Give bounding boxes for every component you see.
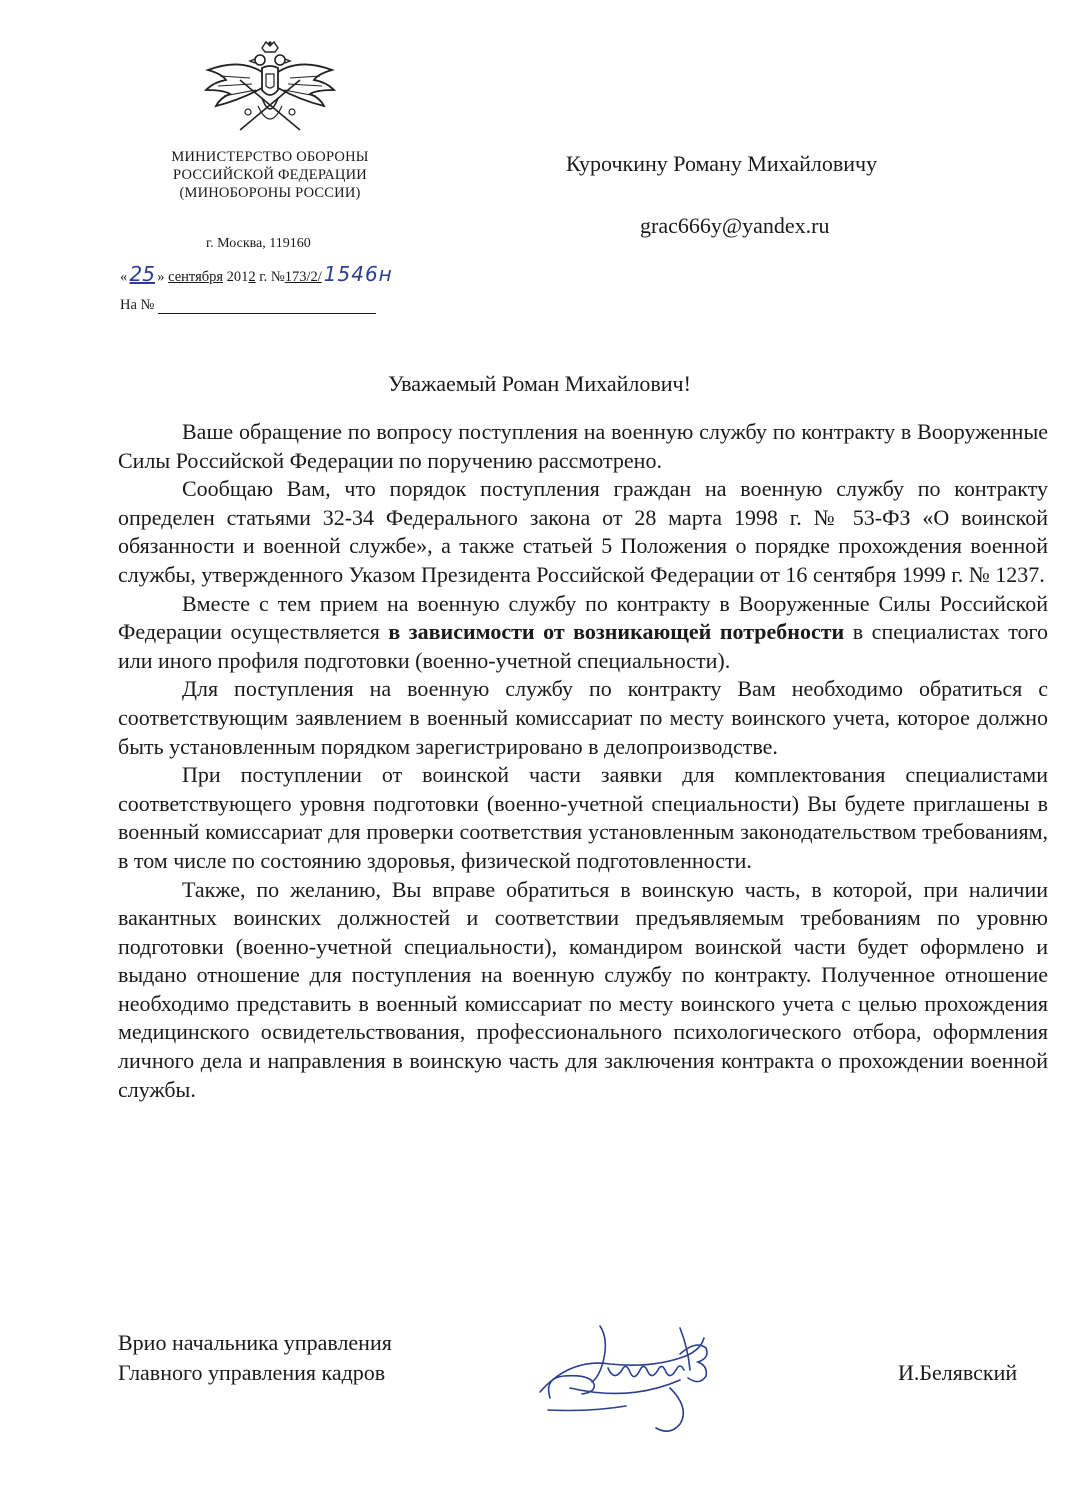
ministry-line-2: РОССИЙСКОЙ ФЕДЕРАЦИИ (173, 167, 367, 183)
addressee-name: Курочкину Роману Михайловичу (566, 151, 878, 176)
paragraph-3-bold: в зависимости от возникающей потребности (388, 619, 845, 645)
date-year-suffix: г. (259, 269, 268, 285)
salutation: Уважаемый Роман Михайлович! (388, 371, 691, 396)
number-printed: 173/2/ (284, 269, 322, 285)
date-open-quote: « (120, 269, 128, 285)
eagle-emblem-icon (200, 40, 340, 140)
date-year-prefix: 201 (226, 269, 249, 285)
signature-graphic (530, 1318, 730, 1448)
reference-blank (158, 299, 376, 314)
city-address: г. Москва, 119160 (206, 236, 311, 251)
paragraph-4: Для поступления на военную службу по контракту Вам необходимо обратиться с соответствующим заявлением в военный комиссариат по месту воинского учета, которое должно быть установленным порядком зарегистрировано в делопроизводстве. (118, 676, 1048, 759)
paragraph-5: При поступлении от воинской части заявки для комплектования специалистами соответствующего уровня подготовки (военно-учетной специальности) Вы будете приглашены в военный комиссариат для проверки соответствия установленным законодательством требованиям, в том числе по состоянию здоровья, физической подготовленности. (118, 762, 1048, 873)
paragraph-3-before: Вместе с тем прием на военную службу по контракту в Вооруженные Силы Российской Федерации осуществляется (118, 590, 1048, 645)
paragraph-1: Ваше обращение по вопросу поступления на военную службу по контракту в Вооруженные Силы Российской Федерации по поручению рассмотрено. (118, 419, 1048, 473)
addressee-block (566, 150, 966, 240)
date-close-quote: » (157, 269, 165, 285)
date-year-digit: 2 (248, 269, 256, 285)
date-number-line (120, 262, 393, 286)
date-month: сентября (168, 269, 224, 285)
date-day-handwritten: 25 (129, 262, 155, 286)
reference-line (120, 297, 376, 314)
ministry-name (130, 148, 410, 202)
paragraph-6: Также, по желанию, Вы вправе обратиться в воинскую часть, в которой, при наличии вакантных воинских должностей и соответствии предъявляемым требованиям по уровню подготовки (военно-учетной специальности), командиром воинской части будет оформлено и выдано отношение для поступления на военную службу по контракту. Полученное отношение необходимо представить в военный комиссариат по месту воинского учета с целью прохождения медицинского освидетельствования, профессионального психологического отбора, оформления личного дела и направления в воинскую часть для заключения контракта о прохождении военной службы. (118, 876, 1048, 1102)
letter-body (118, 418, 1048, 1104)
paragraph-2: Сообщаю Вам, что порядок поступления граждан на военную службу по контракту определен статьями 32-34 Федерального закона от 28 марта 1998 г. № 53-ФЗ «О воинской обязанности и военной службе», а также статьей 5 Положения о порядке прохождения военной службы, утвержденного Указом Президента Российской Федерации от 16 сентября 1999 г. № 1237. (118, 476, 1048, 587)
paragraph-3-after: в специалистах того или иного профиля подготовки (военно-учетной специальности). (118, 619, 1048, 673)
number-label: № (270, 269, 285, 285)
signatory-name: И.Белявский (898, 1360, 1018, 1385)
signatory-title (118, 1328, 392, 1388)
addressee-email: grac666y@yandex.ru (640, 213, 830, 238)
signatory-title-line-2: Главного управления кадров (118, 1360, 386, 1385)
reference-label: На № (120, 297, 155, 313)
paragraph-3 (118, 590, 1048, 676)
ministry-line-3: (МИНОБОРОНЫ РОССИИ) (179, 185, 361, 201)
ministry-line-1: МИНИСТЕРСТВО ОБОРОНЫ (171, 149, 369, 165)
number-handwritten: 1546н (323, 262, 393, 286)
signatory-title-line-1: Врио начальника управления (118, 1330, 392, 1355)
